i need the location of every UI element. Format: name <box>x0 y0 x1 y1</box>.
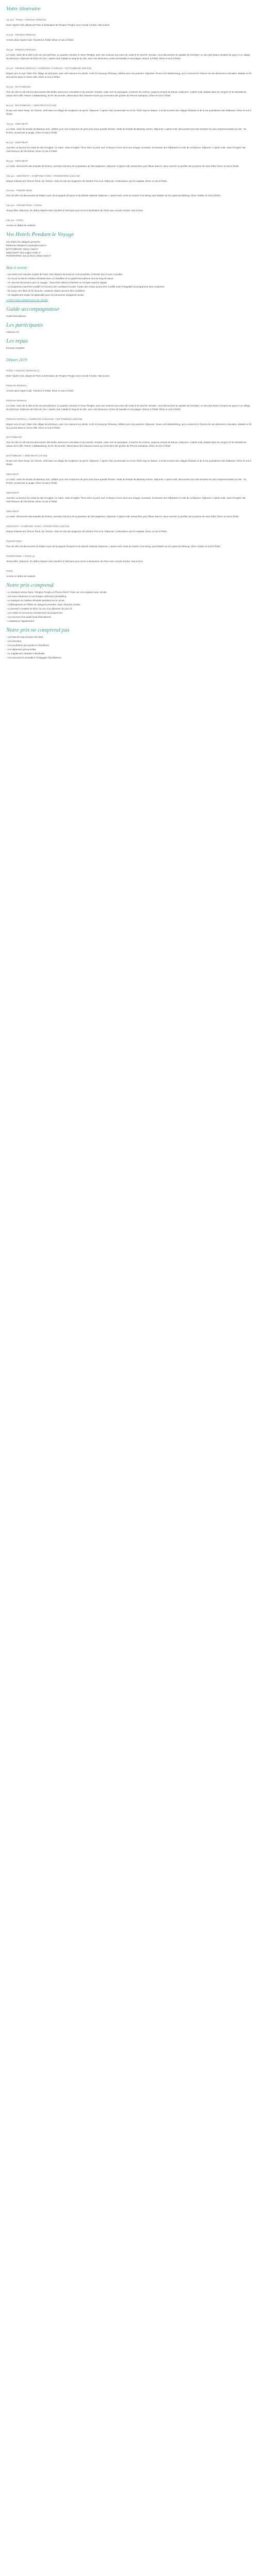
day-title: 12e jour : PHNOM PENH > PARIS <box>6 204 42 207</box>
list-item: - Les taxes aériennes et surcharges carburant (révisables), <box>6 595 252 599</box>
day-description: Départ matinal vers Phnom Penh. En chemin, visite du site pré-angkorien de Sambor Prei Kuk. Déjeuner. Continuation vers la capitale. Dîner et nuit à l'hôtel. <box>6 530 168 533</box>
participants-text: minimum 10 <box>6 331 19 334</box>
list-item: - Les pourboires aux guides et chauffeurs, <box>6 644 252 648</box>
day-title: 10e jour : SIEM REAP > KAMPONG THOM > PHNOM PENH (315 KM) <box>6 174 80 177</box>
day-description: Journée consacrée à la visite du site d'Angkor. Le matin, visite d'Angkor Thom avec la porte sud, le Bayon et ses tours aux visages souriants, la terrasse des éléphants et celle du roi lépreux. Déjeuner. L'après-midi, visite d'Angkor Vat, chef-d'œuvre de l'art khmer. Dîner et nuit à l'hôtel. <box>6 146 246 152</box>
day-title: 3e jour : PENGHU PENGHU <box>6 48 36 52</box>
itinerary-heading: Votre itinéraire <box>6 6 41 12</box>
day-description: Le matin, visite de la ville et de son port pêcheur. Le quartier colonial, le vieux Penghu, avec ses maisons aux murs de corail et le marché. Ensuite, vous découvrirez la capitale de l'archipel, un des plus beaux temples du pays et un village de pêcheurs. Déjeuner de fruits de mer. L'après-midi, balade le long de la côte, avec ses fameuses roches de basalte et ses plages. Retour à l'hôtel. Dîner et nuit à l'hôtel. <box>6 54 250 60</box>
day-title: 7e jour : SIEM REAP <box>6 122 28 125</box>
page-root <box>6 5 252 660</box>
day-description: Dans l'après-midi, départ de Paris à destination de Penghu Penghu avec escale à Doha. Nuit à bord. <box>6 374 110 377</box>
list-item: - L'hébergement en hôtels de catégorie première, base chambre double, <box>6 603 252 607</box>
good-to-know-list <box>6 273 252 297</box>
itinerary2-heading: Départ 2019 <box>6 358 27 363</box>
terms-link[interactable]: CONDITIONS GÉNÉRALES DE VENTE <box>6 298 48 301</box>
hotels-text: Vos hôtels de catégorie première : PENGHU PENGHU Landmark Hotel 4* BATTAMBANG Classy Hotel 4* SIEM REAP Tara Angkor Hotel 4* PHNOM PENH Sun & Moon Urban Hotel 4* <box>6 240 52 258</box>
day-title: 8e jour : SIEM REAP <box>6 141 28 144</box>
day-title: PHNOM PENH > PARIS (1) <box>6 554 35 557</box>
day-title: SIEM REAP <box>6 473 19 476</box>
day-title: 5e jour : BATTAMBANG <box>6 85 31 88</box>
list-item: - Les assurances annulation et bagages (facultatives). <box>6 656 252 660</box>
list-item: - Les tarifs sont calculés à partir de Paris. Des départs de province sont possibles, n'hésitez pas à nous consulter. <box>6 273 252 277</box>
meals-section <box>6 337 252 350</box>
day-title: 2e jour : PENGHU PENGHU <box>6 33 36 37</box>
day-title: 4e jour : PENGHU PENGHU > KOMPONG CHHNANG > BATTAMBANG (290 KM) <box>6 67 92 70</box>
list-item: - Un supplément single est applicable pour les personnes voyageant seules. <box>6 294 252 297</box>
guide-section <box>6 306 252 318</box>
day-title: PENGHU PENGHU > KOMPONG CHHNANG > BATTAMBANG (290 KM) <box>6 417 83 420</box>
day-description: Arrivée en début de matinée. <box>6 224 36 227</box>
day-description: Temps libre. Déjeuner. En début d'après-midi, transfert à l'aéroport pour envol à destination de Paris avec escale à Doha. Nuit à bord. <box>6 560 143 563</box>
day-description: Le matin, découverte des temples de Roluos, premiers témoins de la grandeur de l'art angkorien. Déjeuner. L'après-midi, temps libre pour flâner dans le vieux marché ou profiter de la piscine de votre hôtel. Dîner et nuit à l'hôtel. <box>6 164 239 167</box>
day-title: 1er jour : PARIS > PENGHU PENGHU <box>6 19 46 22</box>
list-item: - Les services d'un guide local francophone, <box>6 616 252 619</box>
list-item: - Les frais de visa (environ 35 USD), <box>6 636 252 639</box>
hotels-section <box>6 231 252 258</box>
day-title: SIEM REAP <box>6 492 19 495</box>
day-title: 13e jour : PARIS <box>6 219 24 222</box>
day-title: 9e jour : SIEM REAP <box>6 159 28 162</box>
day-description: Arrivée en début de matinée. <box>6 574 36 578</box>
day-description: Départ vers le sud. Visite d'un village de pêcheurs, avec ses maisons sur pilotis. Arrêt à Kompong Chhnang, célèbre pour ses poteries. Déjeuner. Route vers Battambang, qui a conservé le charme de ses demeures coloniales. Balade en fin de journée dans le centre-ville. Dîner et nuit à l'hôtel. <box>6 422 252 429</box>
list-item: - Ce circuit se fait en minibus climatisé avec un chauffeur et un guide francophone tout au long du séjour. <box>6 277 252 281</box>
itinerary2-day-list <box>6 369 252 579</box>
day-title: PENGHU PENGHU <box>6 399 27 402</box>
list-item: - L'assistance rapatriement. <box>6 620 252 623</box>
day-description: Arrivée dans l'après-midi. Transfert à l'hôtel. Dîner et nuit à l'hôtel. <box>6 39 74 42</box>
price-excludes-section <box>6 626 252 660</box>
list-item: - Le transport en minibus climatisé pendant tout le circuit, <box>6 599 252 603</box>
day-description: Départ matinal vers Phnom Penh. En chemin, visite du site pré-angkorien de Sambor Prei Kuk. Déjeuner. Continuation vers la capitale. Dîner et nuit à l'hôtel. <box>6 179 168 182</box>
day-title: PENGHU PENGHU <box>6 384 27 387</box>
day-description: Route vers Siem Reap. En chemin, arrêt dans un village de sculpteurs de pierre. Déjeuner. L'après-midi, promenade sur le lac Tonlé Sap en bateau, à la découverte des villages flottants et de la vie quotidienne des habitants. Dîner et nuit à l'hôtel. <box>6 460 251 466</box>
day-description: Le matin, visite de la ville et de son port pêcheur. Le quartier colonial, le vieux Penghu, avec ses maisons aux murs de corail et le marché. Ensuite, vous découvrirez la capitale de l'archipel, un des plus beaux temples du pays et un village de pêcheurs. Déjeuner de fruits de mer. L'après-midi, balade le long de la côte, avec ses fameuses roches de basalte et ses plages. Retour à l'hôtel. Dîner et nuit à l'hôtel. <box>6 404 250 411</box>
list-item: - Un visa est nécessaire pour ce voyage ; il peut être obtenu à l'arrivée ou en ligne avant le départ. <box>6 281 252 285</box>
day-title: PHNOM PENH <box>6 539 22 543</box>
list-item: - Le supplément chambre individuelle, <box>6 652 252 656</box>
list-item: - En raison des fêtes de fin d'année, certaines visites peuvent être modifiées. <box>6 290 252 293</box>
day-title: PARIS > PENGHU PENGHU (1) <box>6 369 40 372</box>
list-item: - Le programme peut être modifié en fonction des conditions locales, l'ordre des visites pourra être modifié mais l'intégralité du programme sera respectée. <box>6 285 252 289</box>
day-title: BATTAMBANG <box>6 436 22 439</box>
good-to-know-section <box>6 265 252 302</box>
itinerary2-section <box>6 358 252 578</box>
day-description: Le matin, visite du temple de Banteay Srei, célèbre pour ses sculptures de grès rose d'une grande finesse. Visite du temple de Banteay Samre. Déjeuner. L'après-midi, découverte d'un des temples les plus impressionnants du site : Ta Prohm, envahi par la jungle. Dîner et nuit à l'hôtel. <box>6 127 246 134</box>
price-includes-section <box>6 582 252 623</box>
day-description: Route vers Siem Reap. En chemin, arrêt dans un village de sculpteurs de pierre. Déjeuner. L'après-midi, promenade sur le lac Tonlé Sap en bateau, à la découverte des villages flottants et de la vie quotidienne des habitants. Dîner et nuit à l'hôtel. <box>6 109 251 115</box>
participants-heading: Les participants <box>6 321 43 328</box>
day-title: BATTAMBANG > SIEM REAP (175 KM) <box>6 454 47 457</box>
hotels-heading: Vos Hotels Pendant le Voyage <box>6 231 74 238</box>
day-title: 6e jour : BATTAMBANG > SIEM REAP (175 KM) <box>6 104 57 107</box>
day-description: Le matin, visite du temple de Banteay Srei, célèbre pour ses sculptures de grès rose d'une grande finesse. Visite du temple de Banteay Samre. Déjeuner. L'après-midi, découverte d'un des temples les plus impressionnants du site : Ta Prohm, envahi par la jungle. Dîner et nuit à l'hôtel. <box>6 478 246 485</box>
day-description: Départ vers le sud. Visite d'un village de pêcheurs, avec ses maisons sur pilotis. Arrêt à Kompong Chhnang, célèbre pour ses poteries. Déjeuner. Route vers Battambang, qui a conservé le charme de ses demeures coloniales. Balade en fin de journée dans le centre-ville. Dîner et nuit à l'hôtel. <box>6 72 252 79</box>
day-description: Le matin, découverte des temples de Roluos, premiers témoins de la grandeur de l'art angkorien. Déjeuner. L'après-midi, temps libre pour flâner dans le vieux marché ou profiter de la piscine de votre hôtel. Dîner et nuit à l'hôtel. <box>6 515 239 518</box>
day-description: Arrivée dans l'après-midi. Transfert à l'hôtel. Dîner et nuit à l'hôtel. <box>6 389 74 392</box>
day-description: Journée consacrée à la visite du site d'Angkor. Le matin, visite d'Angkor Thom avec la porte sud, le Bayon et ses tours aux visages souriants, la terrasse des éléphants et celle du roi lépreux. Déjeuner. L'après-midi, visite d'Angkor Vat, chef-d'œuvre de l'art khmer. Dîner et nuit à l'hôtel. <box>6 497 246 503</box>
price-includes-heading: Notre prix comprend <box>6 582 54 588</box>
list-item: - Les boissons, <box>6 640 252 643</box>
participants-section <box>6 321 252 334</box>
good-to-know-heading: Bon à savoir <box>6 265 27 270</box>
list-item: - Les dépenses personnelles, <box>6 648 252 652</box>
day-description: Tour de ville en tuk-tuk à la découverte des belles demeures coloniales et du marché. Ensuite, route vers la campagne, à travers les rizières, jusqu'au temple de Banan. Déjeuner. L'après-midi, balade dans les vergers et les plantations autour de la ville. Retour à Battambang. En fin de journée, observation des chauves-souris qui s'envolent des grottes de Phnom Sampeau. Dîner et nuit à l'hôtel. <box>6 441 247 448</box>
guide-text: Guide francophone <box>6 314 26 317</box>
list-item: - La pension complète du dîner du jour 2 au déjeuner du jour 12, <box>6 607 252 611</box>
day-description: Tour de ville en tuk-tuk à la découverte des belles demeures coloniales et du marché. Ensuite, route vers la campagne, à travers les rizières, jusqu'au temple de Banan. Déjeuner. L'après-midi, balade dans les vergers et les plantations autour de la ville. Retour à Battambang. En fin de journée, observation des chauves-souris qui s'envolent des grottes de Phnom Sampeau. Dîner et nuit à l'hôtel. <box>6 90 247 97</box>
guide-heading: Guide accompagnateur <box>6 306 60 312</box>
list-item: - Le transport aérien Paris / Penghu Penghu et Phnom Penh / Paris sur vols réguliers avec escale, <box>6 591 252 595</box>
day-description: Temps libre. Déjeuner. En début d'après-midi, transfert à l'aéroport pour envol à destination de Paris avec escale à Doha. Nuit à bord. <box>6 209 143 212</box>
day-description: Dans l'après-midi, départ de Paris à destination de Penghu Penghu avec escale à Doha. Nuit à bord. <box>6 24 110 27</box>
itinerary-day-list <box>6 19 252 228</box>
itinerary-section <box>6 5 252 228</box>
price-excludes-list <box>6 636 252 660</box>
price-includes-list <box>6 591 252 623</box>
day-title: 11e jour : PHNOM PENH <box>6 189 33 192</box>
day-title: SIEM REAP > KAMPONG THOM > PHNOM PENH (315 KM) <box>6 525 70 528</box>
meals-text: Pension complète <box>6 347 25 350</box>
price-excludes-heading: Notre prix ne comprend pas <box>6 626 70 633</box>
meals-heading: Les repas <box>6 338 28 345</box>
day-description: Tour de ville à la découverte du Palais royal, de la pagode d'Argent et du Musée national. Déjeuner. L'après-midi, visite du musée Tuol Sleng, puis balade sur les quais du Mékong. Dîner d'adieu et nuit à l'hôtel. <box>6 545 221 548</box>
day-title: SIEM REAP <box>6 510 19 513</box>
list-item: - Les visites et excursions mentionnées au programme, <box>6 612 252 615</box>
day-description: Tour de ville à la découverte du Palais royal, de la pagode d'Argent et du Musée national. Déjeuner. L'après-midi, visite du musée Tuol Sleng, puis balade sur les quais du Mékong. Dîner d'adieu et nuit à l'hôtel. <box>6 194 221 197</box>
day-title: PARIS <box>6 569 13 572</box>
